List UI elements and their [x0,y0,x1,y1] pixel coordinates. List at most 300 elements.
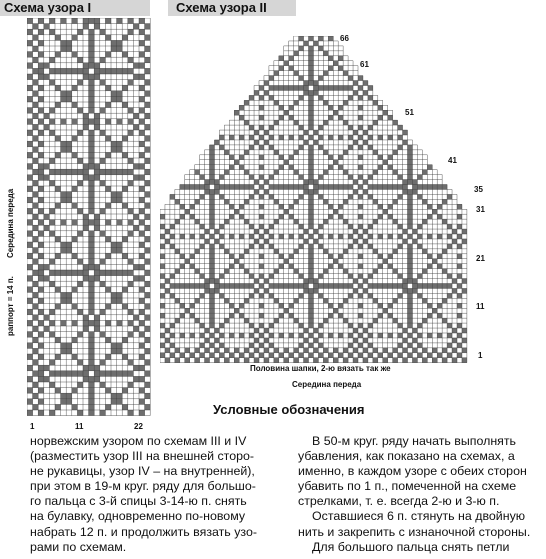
grid-cell-dark [274,249,279,254]
text-right-line: убавления, как показано на схемах, а [298,449,515,464]
grid-cell-dark [373,318,378,323]
grid-cell-dark [348,145,353,150]
grid-cell-dark [224,249,229,254]
grid-cell-dark [259,115,264,120]
grid-cell-dark [38,186,44,192]
grid-cell-dark [417,175,422,180]
scheme2-row-66: 66 [340,34,349,43]
grid-cell-dark [105,136,111,142]
grid-cell-dark [66,399,72,405]
grid-cell-dark [160,343,165,348]
grid-cell-dark [72,337,78,343]
grid-cell-dark [304,279,309,284]
grid-cell-dark [328,86,333,91]
grid-cell-dark [27,354,33,360]
grid-cell-dark [269,333,274,338]
text-left-line: норвежским узором по схемам III и IV [30,434,247,448]
grid-cell-dark [422,298,427,303]
grid-cell-dark [348,185,353,190]
grid-cell-dark [38,332,44,338]
grid-cell-dark [343,269,348,274]
grid-cell-dark [145,102,151,108]
grid-cell-dark [309,343,314,348]
grid-cell-dark [38,354,44,360]
grid-cell-dark [309,110,314,115]
grid-cell-dark [408,259,413,264]
grid-cell-dark [49,108,55,114]
grid-cell-dark [442,269,447,274]
grid-cell-dark [133,326,139,332]
grid-cell-dark [160,234,165,239]
grid-cell-dark [403,338,408,343]
grid-cell-dark [358,105,363,110]
scheme1-repeat-label: раппорт = 14 п. [6,276,15,336]
grid-cell-dark [378,284,383,289]
grid-cell-dark [139,40,145,46]
grid-cell-dark [33,393,39,399]
grid-cell-dark [442,298,447,303]
grid-cell-dark [304,41,309,46]
grid-cell-dark [284,284,289,289]
grid-cell-dark [452,358,457,363]
grid-cell-dark [139,242,145,248]
grid-cell-dark [61,96,67,102]
grid-cell-dark [145,147,151,153]
grid-cell-dark [368,333,373,338]
grid-cell-dark [128,410,134,416]
grid-cell-dark [61,320,67,326]
grid-cell-dark [72,186,78,192]
scheme2-row-21: 21 [476,254,485,263]
grid-cell-dark [100,208,106,214]
grid-cell-dark [128,169,134,175]
grid-cell-dark [383,308,388,313]
grid-cell-dark [373,150,378,155]
grid-cell-dark [348,175,353,180]
grid-cell-dark [259,165,264,170]
grid-cell-dark [128,360,134,366]
grid-cell-dark [417,343,422,348]
grid-cell-dark [214,279,219,284]
grid-cell-dark [122,404,128,410]
grid-cell-dark [72,85,78,91]
grid-cell-dark [432,209,437,214]
grid-cell-dark [44,175,50,181]
grid-cell-dark [27,309,33,315]
grid-cell-dark [244,150,249,155]
grid-cell-dark [38,270,44,276]
grid-cell-dark [49,309,55,315]
grid-cell-dark [100,259,106,265]
grid-cell-dark [33,371,39,377]
grid-cell-dark [133,315,139,321]
grid-cell-dark [259,86,264,91]
grid-cell-dark [408,264,413,269]
grid-cell-dark [309,219,314,224]
grid-cell-dark [343,199,348,204]
grid-cell-dark [122,304,128,310]
grid-cell-dark [343,318,348,323]
grid-cell-dark [214,358,219,363]
grid-cell-dark [94,376,100,382]
grid-cell-dark [388,155,393,160]
grid-cell-dark [309,353,314,358]
grid-cell-dark [105,68,111,74]
grid-cell-dark [318,135,323,140]
grid-cell-dark [61,393,67,399]
grid-cell-dark [368,293,373,298]
grid-cell-dark [145,236,151,242]
grid-cell-dark [328,303,333,308]
grid-cell-dark [304,189,309,194]
grid-cell-dark [210,160,215,165]
grid-cell-dark [427,264,432,269]
grid-cell-dark [111,399,117,405]
grid-cell-dark [259,343,264,348]
grid-cell-dark [33,57,39,63]
grid-cell-dark [33,281,39,287]
grid-cell-dark [437,214,442,219]
grid-cell-dark [200,343,205,348]
grid-cell-dark [105,85,111,91]
grid-cell-dark [249,194,254,199]
grid-cell-dark [72,52,78,58]
grid-cell-dark [294,249,299,254]
grid-cell-dark [338,105,343,110]
grid-cell-dark [27,242,33,248]
grid-cell-dark [77,208,83,214]
grid-cell-dark [279,105,284,110]
grid-cell-dark [175,298,180,303]
grid-cell-dark [422,284,427,289]
grid-cell-dark [77,410,83,416]
grid-cell-dark [323,298,328,303]
grid-cell-dark [304,288,309,293]
grid-cell-dark [363,180,368,185]
grid-cell-dark [122,270,128,276]
grid-cell-dark [133,63,139,69]
grid-cell-dark [72,68,78,74]
grid-cell-dark [289,56,294,61]
grid-cell-dark [117,197,123,203]
grid-cell-dark [27,197,33,203]
grid-cell-dark [269,224,274,229]
grid-cell-dark [408,254,413,259]
grid-cell-dark [239,185,244,190]
grid-cell-dark [249,185,254,190]
text-left-line: не рукавицы, узор IV – на внутренней), [30,464,255,479]
grid-cell-dark [44,74,50,80]
grid-cell-dark [139,108,145,114]
grid-cell-dark [89,236,95,242]
grid-cell-dark [214,185,219,190]
grid-cell-dark [55,253,61,259]
grid-cell-dark [403,140,408,145]
grid-cell-dark [117,399,123,405]
grid-cell-dark [333,185,338,190]
grid-cell-dark [249,333,254,338]
grid-cell-dark [358,194,363,199]
grid-cell-dark [309,264,314,269]
grid-cell-dark [139,85,145,91]
grid-cell-dark [309,254,314,259]
grid-cell-dark [66,298,72,304]
grid-cell-dark [348,274,353,279]
grid-cell-dark [462,229,467,234]
grid-cell-dark [408,145,413,150]
grid-cell-dark [338,333,343,338]
grid-cell-dark [224,199,229,204]
grid-cell-dark [353,130,358,135]
grid-cell-dark [427,204,432,209]
grid-cell-dark [190,185,195,190]
grid-cell-dark [111,192,117,198]
grid-cell-dark [309,274,314,279]
grid-cell-dark [398,293,403,298]
grid-cell-dark [38,68,44,74]
grid-cell-dark [219,323,224,328]
grid-cell-dark [318,244,323,249]
grid-cell-dark [145,292,151,298]
grid-cell-dark [299,323,304,328]
grid-cell-dark [210,234,215,239]
grid-cell-dark [175,284,180,289]
grid-cell-dark [83,68,89,74]
grid-cell-dark [111,270,117,276]
grid-cell-dark [363,90,368,95]
grid-cell-dark [269,284,274,289]
grid-cell-dark [239,264,244,269]
grid-cell-dark [195,348,200,353]
grid-cell-dark [49,332,55,338]
grid-cell-dark [318,284,323,289]
grid-cell-dark [309,180,314,185]
grid-cell-dark [313,338,318,343]
grid-cell-dark [214,338,219,343]
grid-cell-dark [111,343,117,349]
grid-cell-dark [447,244,452,249]
grid-cell-dark [214,328,219,333]
grid-cell-dark [72,371,78,377]
grid-cell-dark [175,348,180,353]
grid-cell-dark [333,110,338,115]
grid-cell-dark [117,147,123,153]
grid-cell-dark [89,197,95,203]
grid-cell-dark [89,365,95,371]
grid-cell-dark [309,269,314,274]
grid-cell-dark [408,269,413,274]
grid-cell-dark [200,244,205,249]
grid-cell-dark [279,333,284,338]
grid-cell-dark [44,315,50,321]
grid-cell-dark [219,145,224,150]
grid-cell-dark [33,292,39,298]
grid-cell-dark [323,199,328,204]
grid-cell-dark [117,91,123,97]
grid-cell-dark [214,348,219,353]
grid-cell-dark [393,170,398,175]
scheme2-row-11: 11 [476,302,485,311]
grid-cell-dark [328,333,333,338]
grid-cell-dark [111,298,117,304]
grid-cell-dark [309,333,314,338]
grid-cell-dark [210,244,215,249]
grid-cell-dark [72,152,78,158]
grid-cell-dark [94,264,100,270]
grid-cell-dark [274,199,279,204]
grid-cell-dark [145,248,151,254]
grid-cell-dark [61,348,67,354]
grid-cell-dark [343,298,348,303]
text-right-column [298,434,544,555]
grid-cell-dark [299,36,304,41]
grid-cell-dark [408,165,413,170]
grid-cell-dark [122,236,128,242]
grid-cell-dark [214,239,219,244]
grid-cell-dark [368,194,373,199]
grid-cell-dark [328,155,333,160]
grid-cell-dark [128,309,134,315]
grid-cell-dark [224,318,229,323]
grid-cell-dark [358,86,363,91]
grid-cell-dark [408,150,413,155]
grid-cell-dark [348,86,353,91]
grid-cell-dark [264,288,269,293]
grid-cell-dark [72,304,78,310]
grid-cell-dark [38,208,44,214]
grid-cell-dark [353,279,358,284]
grid-cell-dark [83,315,89,321]
grid-cell-dark [89,360,95,366]
grid-cell-dark [358,95,363,100]
grid-cell-dark [442,185,447,190]
grid-cell-dark [333,209,338,214]
grid-cell-dark [122,287,128,293]
grid-cell-dark [77,281,83,287]
grid-cell-dark [205,284,210,289]
grid-cell-dark [33,348,39,354]
grid-cell-dark [219,293,224,298]
grid-cell-dark [427,165,432,170]
grid-cell-dark [239,254,244,259]
grid-cell-dark [309,120,314,125]
grid-cell-dark [259,135,264,140]
grid-cell-dark [244,185,249,190]
grid-cell-dark [89,259,95,265]
grid-cell-dark [94,225,100,231]
grid-cell-dark [133,164,139,170]
grid-cell-dark [259,224,264,229]
grid-cell-dark [139,119,145,125]
grid-cell-dark [462,328,467,333]
grid-cell-dark [133,74,139,80]
grid-cell-dark [49,220,55,226]
grid-cell-dark [323,249,328,254]
grid-cell-dark [105,220,111,226]
grid-cell-dark [378,135,383,140]
grid-cell-dark [393,185,398,190]
grid-cell-dark [49,119,55,125]
text-right-line: именно, в каждом узоре с обеих сторон [298,464,527,479]
grid-cell-dark [388,115,393,120]
text-right-line: нить и закрепить с изнаночной стороны. [298,524,531,539]
grid-cell-dark [259,274,264,279]
grid-cell-dark [323,284,328,289]
grid-cell-dark [318,293,323,298]
grid-cell-dark [165,328,170,333]
grid-cell-dark [38,40,44,46]
grid-cell-dark [128,220,134,226]
grid-cell-dark [289,165,294,170]
grid-cell-dark [66,248,72,254]
grid-cell-dark [145,91,151,97]
grid-cell-dark [294,120,299,125]
grid-cell-dark [170,343,175,348]
grid-cell-dark [61,371,67,377]
text-left-line: на булавку, одновременно по-новому [30,509,246,524]
grid-cell-dark [432,308,437,313]
grid-cell-dark [269,274,274,279]
grid-cell-dark [205,229,210,234]
grid-cell-dark [299,194,304,199]
grid-cell-dark [353,358,358,363]
grid-cell-dark [195,199,200,204]
grid-cell-dark [378,105,383,110]
grid-cell-dark [309,279,314,284]
grid-cell-dark [94,68,100,74]
grid-cell-dark [254,279,259,284]
grid-cell-dark [318,86,323,91]
grid-cell-dark [111,242,117,248]
grid-cell-dark [299,333,304,338]
grid-cell-dark [55,102,61,108]
grid-cell-dark [210,333,215,338]
grid-cell-dark [83,169,89,175]
grid-cell-dark [353,239,358,244]
grid-cell-dark [117,192,123,198]
grid-cell-dark [398,175,403,180]
grid-cell-dark [89,376,95,382]
grid-cell-dark [38,309,44,315]
grid-cell-dark [190,254,195,259]
grid-cell-dark [417,353,422,358]
grid-cell-dark [432,284,437,289]
grid-cell-dark [89,141,95,147]
grid-cell-dark [294,170,299,175]
grid-cell-dark [185,185,190,190]
grid-cell-dark [363,140,368,145]
grid-cell-dark [49,259,55,265]
grid-cell-dark [117,248,123,254]
grid-cell-dark [457,284,462,289]
grid-cell-dark [83,119,89,125]
grid-cell-dark [190,333,195,338]
grid-cell-dark [44,264,50,270]
grid-cell-dark [284,259,289,264]
grid-cell-dark [373,348,378,353]
grid-cell-dark [33,236,39,242]
grid-cell-dark [38,85,44,91]
grid-cell-dark [408,274,413,279]
grid-cell-dark [185,308,190,313]
grid-cell-dark [309,76,314,81]
grid-cell-dark [55,186,61,192]
grid-cell-dark [249,343,254,348]
grid-cell-dark [338,66,343,71]
grid-cell-dark [452,328,457,333]
grid-cell-dark [27,365,33,371]
grid-cell-dark [378,204,383,209]
